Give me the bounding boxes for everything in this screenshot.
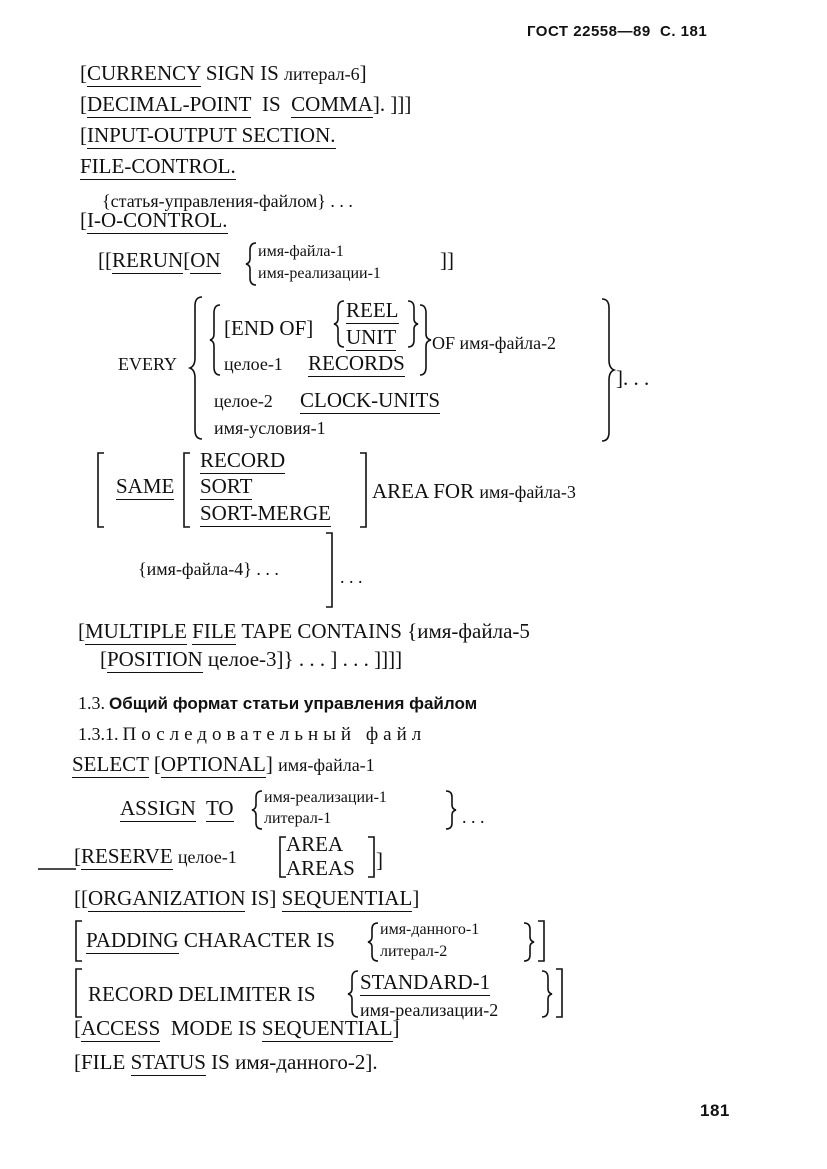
- assign-clause: ASSIGN TO: [120, 796, 234, 820]
- same-record: RECORD: [200, 448, 286, 472]
- standard-1-keyword: STANDARD-1: [360, 970, 491, 994]
- every-close-brace: [600, 298, 616, 442]
- padding-close-bracket: [536, 920, 546, 962]
- file-4-ellipsis: . . .: [340, 567, 363, 587]
- padding-open-bracket: [74, 920, 84, 962]
- assign-option-implementor: имя-реализации-1: [264, 789, 387, 806]
- assign-option-literal: литерал-1: [264, 810, 332, 827]
- i-o-control-paragraph: [I-O-CONTROL.: [80, 208, 228, 232]
- padding-close-brace: [522, 922, 534, 962]
- header-standard: ГОСТ 22558—89 С. 181: [527, 23, 708, 40]
- end-of-phrase: [END OF]: [224, 316, 314, 340]
- same-open-bracket: [96, 452, 106, 528]
- rerun-option-implementor: имя-реализации-1: [258, 265, 381, 282]
- file-name-4: {имя-файла-4} . . .: [138, 559, 279, 579]
- assign-open-brace: [252, 790, 264, 830]
- reel-unit-open-brace: [334, 300, 346, 348]
- page-number: 181: [700, 1101, 730, 1120]
- reel-keyword: REEL: [346, 298, 399, 322]
- margin-rule: [38, 868, 78, 870]
- organization-clause: [[ORGANIZATION IS] SEQUENTIAL]: [74, 886, 420, 910]
- integer-2: целое-2: [214, 391, 273, 411]
- file-status-clause: [FILE STATUS IS имя-данного-2].: [74, 1050, 378, 1074]
- padding-open-brace: [368, 922, 380, 962]
- select-clause: SELECT [OPTIONAL] имя-файла-1: [72, 752, 375, 776]
- multiple-file-clause: [MULTIPLE FILE TAPE CONTAINS {имя-файла-5: [78, 619, 530, 643]
- record-delimiter-clause: RECORD DELIMITER IS: [88, 982, 316, 1006]
- decimal-point-clause: [DECIMAL-POINT IS COMMA]. ]]]: [80, 92, 412, 116]
- delimiter-option-implementor: имя-реализации-2: [360, 1000, 499, 1020]
- same-inner-open-bracket: [182, 452, 192, 528]
- rerun-close-bracket: ]]: [440, 248, 454, 272]
- areas-close-bracket: [366, 836, 376, 878]
- section-heading: 1.3. Общий формат статьи управления файлом: [78, 693, 478, 713]
- delimiter-open-bracket: [74, 968, 84, 1018]
- same-close-bracket: [358, 452, 368, 528]
- same-keyword: SAME: [116, 474, 175, 498]
- delimiter-close-brace: [540, 970, 552, 1018]
- integer-1: целое-1: [224, 354, 283, 374]
- padding-option-data: имя-данного-1: [380, 921, 480, 938]
- position-clause: [POSITION целое-3]} . . . ] . . . ]]]]: [100, 647, 403, 671]
- rerun-open-brace: [246, 242, 258, 286]
- subsection-heading: 1.3.1. Последовательный файл: [78, 724, 427, 745]
- same-sort: SORT: [200, 474, 253, 498]
- input-output-section: [INPUT-OUTPUT SECTION.: [80, 123, 336, 147]
- every-open-brace: [190, 296, 204, 440]
- end-of-open-brace: [210, 304, 222, 376]
- areas-keyword: AREAS: [286, 856, 355, 880]
- padding-option-literal: литерал-2: [380, 943, 448, 960]
- clock-units-keyword: CLOCK-UNITS: [300, 388, 440, 412]
- file-control-entry: {статья-управления-файлом} . . .: [102, 191, 353, 211]
- same-sort-merge: SORT-MERGE: [200, 501, 331, 525]
- assign-ellipsis: . . .: [462, 807, 485, 827]
- assign-close-brace: [444, 790, 456, 830]
- rerun-clause: [[RERUN[ON: [98, 248, 221, 272]
- file-4-close-bracket: [324, 532, 334, 608]
- padding-clause: PADDING CHARACTER IS: [86, 928, 335, 952]
- file-control-paragraph: FILE-CONTROL.: [80, 154, 236, 178]
- reel-unit-close-brace: [406, 300, 418, 348]
- every-keyword: EVERY: [118, 354, 178, 374]
- access-mode-clause: [ACCESS MODE IS SEQUENTIAL]: [74, 1016, 400, 1040]
- every-close-bracket: ]. . .: [616, 366, 650, 390]
- condition-name-1: имя-условия-1: [214, 418, 326, 438]
- area-keyword: AREA: [286, 832, 344, 856]
- rerun-option-file: имя-файла-1: [258, 243, 344, 260]
- end-of-close-brace: [418, 304, 432, 376]
- reserve-clause: [RESERVE целое-1: [74, 844, 237, 868]
- area-for-file-3: AREA FOR имя-файла-3: [372, 479, 576, 503]
- unit-keyword: UNIT: [346, 325, 397, 349]
- records-keyword: RECORDS: [308, 351, 405, 375]
- currency-sign-clause: [CURRENCY SIGN IS литерал-6]: [80, 61, 367, 85]
- of-file-2: OF имя-файла-2: [432, 333, 557, 353]
- delimiter-close-bracket: [554, 968, 564, 1018]
- delimiter-open-brace: [348, 970, 360, 1018]
- reserve-close-bracket: ]: [376, 848, 383, 872]
